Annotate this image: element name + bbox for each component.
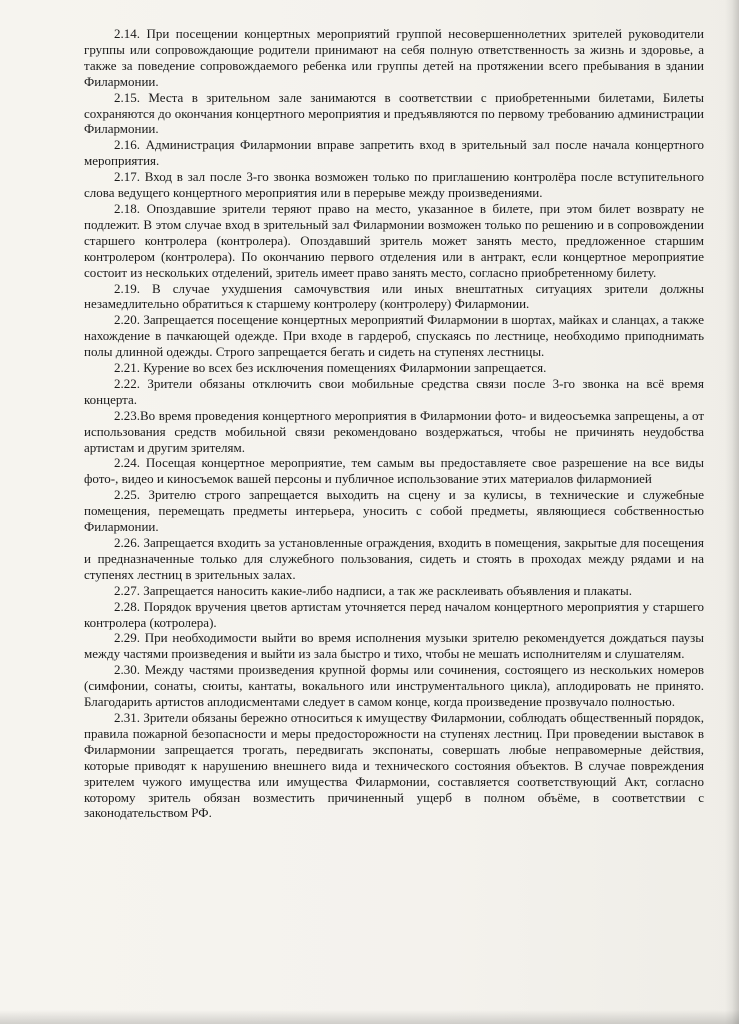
paragraph-2-22: 2.22. Зрители обязаны отключить свои мобильные средства связи после 3-го звонка на всё время концерта. [84, 375, 704, 407]
paragraph-2-21: 2.21. Курение во всех без исключения помещениях Филармонии запрещается. [114, 360, 547, 376]
page-edge-shadow-right [725, 0, 739, 1024]
paragraph-2-27: 2.27. Запрещается наносить какие-либо надписи, а так же расклеивать объявления и плакаты. [114, 582, 632, 598]
paragraph-2-31: 2.31. Зрители обязаны бережно относиться к имуществу Филармонии, соблюдать общественный порядок, правила пожарной безопасности и меры предосторожности на ступенях лестниц. При проведении выставок в Филармонии запрещается трогать, передвигать экспонаты, совершать любые неправомерные действия, которые приводят к нарушению внешнего вида и технического состояния объектов. В случае повреждения зрителем чужого имущества или имущества Филармонии, составляется соответствующий Акт, согласно которому зритель обязан возместить причиненный ущерб в полном объёме, в соответствии с законодательством РФ. [84, 709, 704, 821]
paragraph-2-19: 2.19. В случае ухудшения самочувствия или иных внештатных ситуациях зрители должны незамедлительно обратиться к старшему контролеру (контролеру) Филармонии. [84, 280, 704, 312]
paragraph-2-15: 2.15. Места в зрительном зале занимаются в соответствии с приобретенными билетами, Билеты сохраняются до окончания концертного мероприятия и предъявляются по первому требованию администрации Филармонии. [84, 89, 704, 137]
paragraph-2-14: 2.14. При посещении концертных мероприятий группой несовершеннолетних зрителей руководители группы или сопровождающие родители принимают на себя полную ответственность за жизнь и здоровье, а также за поведение сопровождаемого ребенка или группы детей на протяжении всего пребывания в здании Филармонии. [84, 26, 704, 89]
paragraph-2-23: 2.23.Во время проведения концертного мероприятия в Филармонии фото- и видеосъемка запрещены, а от использования средств мобильной связи рекомендовано воздержаться, чтобы не причинять неудобства артистам и другим зрителям. [84, 407, 704, 455]
paragraph-2-16: 2.16. Администрация Филармонии вправе запретить вход в зрительный зал после начала концертного мероприятия. [84, 137, 704, 169]
paragraph-2-28: 2.28. Порядок вручения цветов артистам уточняется перед началом концертного мероприятия у старшего контролера (котролера). [84, 598, 704, 630]
paragraph-2-20: 2.20. Запрещается посещение концертных мероприятий Филармонии в шортах, майках и сланцах, а также нахождение в пачкающей одежде. При входе в гардероб, спускаясь по лестнице, необходимо приподнимать полы длинной одежды. Строго запрещается бегать и сидеть на ступенях лестницы. [84, 312, 704, 360]
paragraph-2-18: 2.18. Опоздавшие зрители теряют право на место, указанное в билете, при этом билет возврату не подлежит. В этом случае вход в зрительный зал Филармонии возможен только по решению и в сопровождении старшего контролера (контролера). Опоздавший зритель может занять место, предложенное старшим контролером (контролера). По окончанию первого отделения или в антракт, если концертное мероприятие состоит из нескольких отделений, зритель имеет право занять место, согласно приобретенному билету. [84, 200, 704, 280]
page-edge-shadow-bottom [0, 1010, 739, 1024]
paragraph-2-17: 2.17. Вход в зал после 3-го звонка возможен только по приглашению контролёра после вступительного слова ведущего концертного мероприятия или в перерыве между произведениями. [84, 169, 704, 201]
paragraph-2-25: 2.25. Зрителю строго запрещается выходить на сцену и за кулисы, в технические и служебные помещения, перемещать предметы интерьера, уносить с собой предметы, являющиеся собственностью Филармонии. [84, 487, 704, 535]
paragraph-2-29: 2.29. При необходимости выйти во время исполнения музыки зрителю рекомендуется дождаться паузы между частями произведения и выйти из зала быстро и тихо, чтобы не мешать исполнителям и слушателям. [84, 630, 704, 662]
document-body [84, 26, 704, 821]
paragraph-2-30: 2.30. Между частями произведения крупной формы или сочинения, состоящего из нескольких номеров (симфонии, сонаты, сюиты, кантаты, вокального или инструментального цикла), аплодировать не принято. Благодарить артистов аплодисментами следует в самом конце, когда произведение прозвучало полностью. [84, 662, 704, 710]
paragraph-2-26: 2.26. Запрещается входить за установленные ограждения, входить в помещения, закрытые для посещения и предназначенные только для служебного пользования, сидеть и стоять в проходах между рядами и на ступенях лестниц в зрительных залах. [84, 535, 704, 582]
paragraph-2-24: 2.24. Посещая концертное мероприятие, тем самым вы предоставляете свое разрешение на все виды фото-, видео и киносъемок вашей персоны и публичное использование этих материалов филармонией [84, 455, 704, 487]
